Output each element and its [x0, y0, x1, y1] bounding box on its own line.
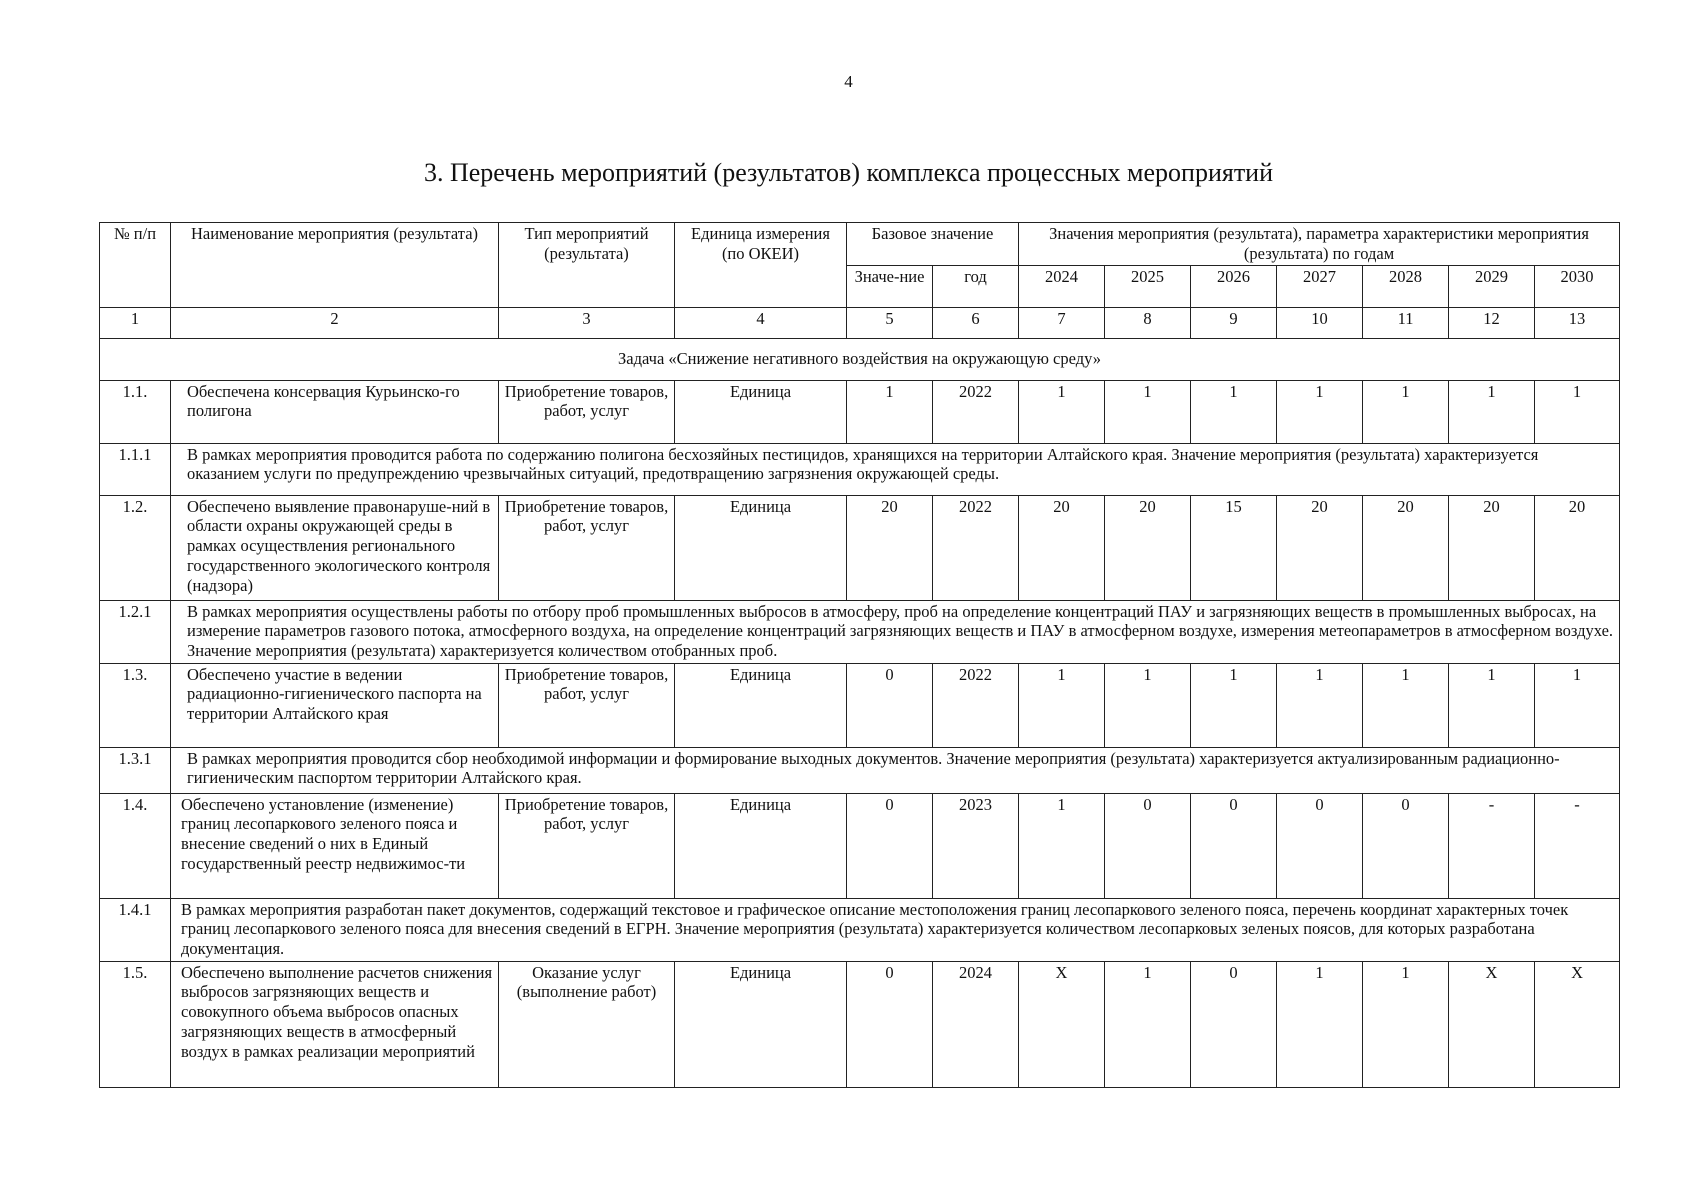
- row-value: 20: [1535, 495, 1620, 600]
- row-value: 1: [1105, 380, 1191, 443]
- row-value: 1: [1277, 961, 1363, 1087]
- row-value: 20: [1019, 495, 1105, 600]
- row-value: -: [1535, 793, 1620, 898]
- row-value: 1: [1105, 663, 1191, 747]
- row-value: 1: [1449, 663, 1535, 747]
- table-row: [100, 961, 1620, 1087]
- column-number: 5: [847, 307, 933, 338]
- row-name: Обеспечено выполнение расчетов снижения выбросов загрязняющих веществ и совокупного объема выбросов опасных загрязняющих веществ в атмосферный воздух в рамках реализации мероприятий: [171, 961, 499, 1087]
- row-base-value: 1: [847, 380, 933, 443]
- row-value: 0: [1105, 793, 1191, 898]
- column-number: 4: [675, 307, 847, 338]
- header-name: Наименование мероприятия (результата): [171, 223, 499, 308]
- row-base-year: 2023: [933, 793, 1019, 898]
- column-number: 12: [1449, 307, 1535, 338]
- header-year: 2028: [1363, 265, 1449, 307]
- header-base-value: Значе-ние: [847, 265, 933, 307]
- description-num: 1.2.1: [100, 600, 171, 663]
- row-value: 1: [1019, 793, 1105, 898]
- header-values: Значения мероприятия (результата), параметра характеристики мероприятия (результата) по годам: [1019, 223, 1620, 266]
- row-value: 1: [1535, 663, 1620, 747]
- description-row: [100, 443, 1620, 495]
- table-row: [100, 495, 1620, 600]
- table-row: [100, 380, 1620, 443]
- row-base-value: 0: [847, 793, 933, 898]
- description-num: 1.1.1: [100, 443, 171, 495]
- row-value: -: [1449, 793, 1535, 898]
- description-row: [100, 898, 1620, 961]
- row-value: 20: [1363, 495, 1449, 600]
- column-number: 8: [1105, 307, 1191, 338]
- column-number: 11: [1363, 307, 1449, 338]
- row-num: 1.4.: [100, 793, 171, 898]
- row-value: 20: [1105, 495, 1191, 600]
- header-year: 2030: [1535, 265, 1620, 307]
- description-num: 1.4.1: [100, 898, 171, 961]
- row-type: Приобретение товаров, работ, услуг: [499, 663, 675, 747]
- column-number: 6: [933, 307, 1019, 338]
- row-base-value: 0: [847, 663, 933, 747]
- row-num: 1.1.: [100, 380, 171, 443]
- description-text: В рамках мероприятия проводится сбор необходимой информации и формирование выходных документов. Значение мероприятия (результата) характеризуется актуализированным радиационно-гигиеническим паспортом территории Алтайского края.: [171, 747, 1620, 793]
- row-num: 1.2.: [100, 495, 171, 600]
- column-number: 2: [171, 307, 499, 338]
- row-base-year: 2024: [933, 961, 1019, 1087]
- header-year: 2027: [1277, 265, 1363, 307]
- row-type: Приобретение товаров, работ, услуг: [499, 495, 675, 600]
- row-base-value: 20: [847, 495, 933, 600]
- row-value: 20: [1449, 495, 1535, 600]
- column-number: 10: [1277, 307, 1363, 338]
- header-year: 2029: [1449, 265, 1535, 307]
- row-value: X: [1535, 961, 1620, 1087]
- row-value: 20: [1277, 495, 1363, 600]
- row-value: 1: [1363, 961, 1449, 1087]
- row-value: 1: [1449, 380, 1535, 443]
- row-base-year: 2022: [933, 380, 1019, 443]
- description-text: В рамках мероприятия осуществлены работы по отбору проб промышленных выбросов в атмосферу, проб на определение концентраций ПАУ и загрязняющих веществ в промышленных выбросах, на измерение параметров газового потока, атмосферного воздуха, на определение концентраций загрязняющих веществ и ПАУ в атмосферном воздухе, измерения метеопараметров в атмосферном воздухе. Значение мероприятия (результата) характеризуется количеством отобранных проб.: [171, 600, 1620, 663]
- row-value: 1: [1105, 961, 1191, 1087]
- row-base-year: 2022: [933, 495, 1019, 600]
- table-row: [100, 663, 1620, 747]
- description-text: В рамках мероприятия проводится работа по содержанию полигона бесхозяйных пестицидов, хранящихся на территории Алтайского края. Значение мероприятия (результата) характеризуется оказанием услуги по предупреждению чрезвычайных ситуаций, предотвращению загрязнения окружающей среды.: [171, 443, 1620, 495]
- row-base-value: 0: [847, 961, 933, 1087]
- column-number: 7: [1019, 307, 1105, 338]
- row-name: Обеспечено участие в ведении радиационно-гигиенического паспорта на территории Алтайского края: [171, 663, 499, 747]
- row-value: 0: [1191, 961, 1277, 1087]
- header-year: 2026: [1191, 265, 1277, 307]
- row-value: 0: [1277, 793, 1363, 898]
- row-value: 0: [1363, 793, 1449, 898]
- row-value: 1: [1277, 380, 1363, 443]
- row-type: Оказание услуг (выполнение работ): [499, 961, 675, 1087]
- row-value: 0: [1191, 793, 1277, 898]
- row-value: X: [1019, 961, 1105, 1087]
- row-value: 1: [1191, 663, 1277, 747]
- row-type: Приобретение товаров, работ, услуг: [499, 380, 675, 443]
- description-text: В рамках мероприятия разработан пакет документов, содержащий текстовое и графическое описание местоположения границ лесопаркового зеленого пояса, перечень координат характерных точек границ лесопаркового зеленого пояса для внесения сведений в ЕГРН. Значение мероприятия (результата) характеризуется количеством лесопарковых зеленых поясов, для которых разработана документация.: [171, 898, 1620, 961]
- header-unit: Единица измерения (по ОКЕИ): [675, 223, 847, 308]
- row-num: 1.3.: [100, 663, 171, 747]
- row-name: Обеспечено выявление правонаруше-ний в области охраны окружающей среды в рамках осуществления регионального государственного экологического контроля (надзора): [171, 495, 499, 600]
- row-base-year: 2022: [933, 663, 1019, 747]
- task-row: Задача «Снижение негативного воздействия на окружающую среду»: [100, 338, 1620, 380]
- row-value: 1: [1363, 663, 1449, 747]
- measures-table: [99, 222, 1620, 1088]
- row-value: 1: [1535, 380, 1620, 443]
- row-unit: Единица: [675, 793, 847, 898]
- row-unit: Единица: [675, 495, 847, 600]
- row-value: 1: [1019, 380, 1105, 443]
- header-type: Тип мероприятий (результата): [499, 223, 675, 308]
- row-unit: Единица: [675, 663, 847, 747]
- row-value: 1: [1363, 380, 1449, 443]
- row-value: X: [1449, 961, 1535, 1087]
- page-number: 4: [844, 72, 853, 91]
- row-name: Обеспечена консервация Курьинско-го полигона: [171, 380, 499, 443]
- header-year: 2024: [1019, 265, 1105, 307]
- row-type: Приобретение товаров, работ, услуг: [499, 793, 675, 898]
- header-num: № п/п: [100, 223, 171, 308]
- description-row: [100, 600, 1620, 663]
- row-name: Обеспечено установление (изменение) границ лесопаркового зеленого пояса и внесение сведений о них в Единый государственный реестр недвижимос-ти: [171, 793, 499, 898]
- column-number: 1: [100, 307, 171, 338]
- row-unit: Единица: [675, 380, 847, 443]
- row-value: 15: [1191, 495, 1277, 600]
- row-value: 1: [1277, 663, 1363, 747]
- description-num: 1.3.1: [100, 747, 171, 793]
- header-year: 2025: [1105, 265, 1191, 307]
- column-number: 13: [1535, 307, 1620, 338]
- header-base-year: год: [933, 265, 1019, 307]
- column-number: 9: [1191, 307, 1277, 338]
- description-row: [100, 747, 1620, 793]
- column-number: 3: [499, 307, 675, 338]
- row-value: 1: [1019, 663, 1105, 747]
- table-row: [100, 793, 1620, 898]
- row-num: 1.5.: [100, 961, 171, 1087]
- page-title: 3. Перечень мероприятий (результатов) комплекса процессных мероприятий: [423, 158, 1274, 187]
- row-unit: Единица: [675, 961, 847, 1087]
- row-value: 1: [1191, 380, 1277, 443]
- header-base: Базовое значение: [847, 223, 1019, 266]
